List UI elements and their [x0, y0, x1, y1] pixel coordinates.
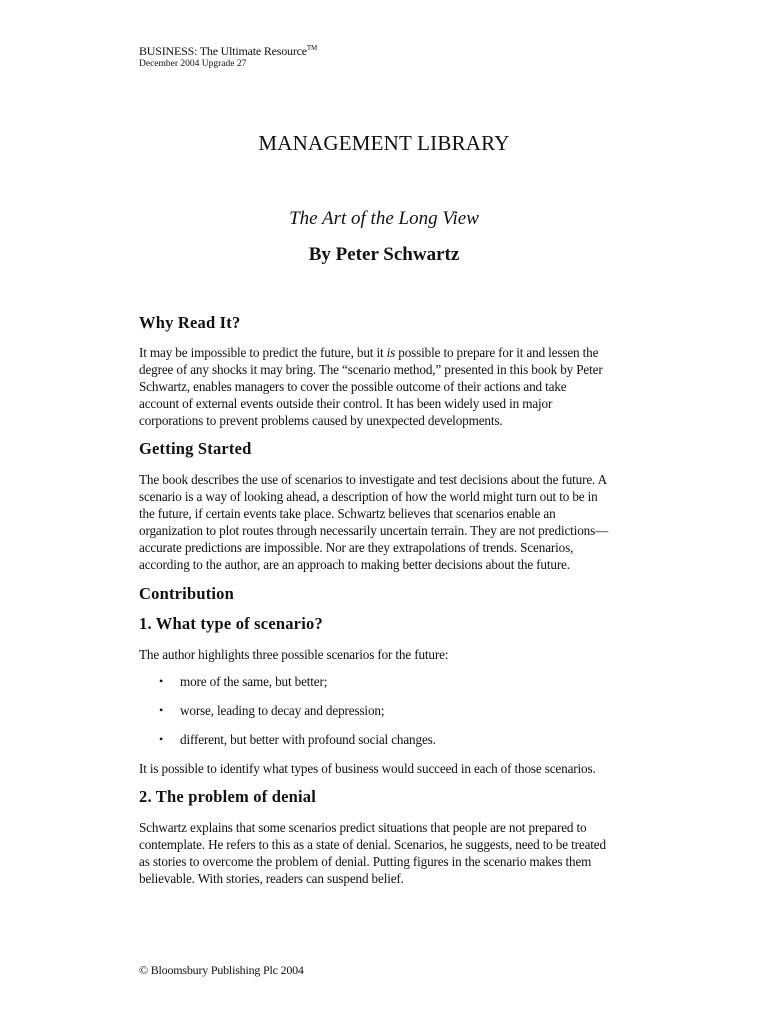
header-title-text: BUSINESS: The Ultimate Resource	[139, 44, 307, 58]
list-item	[139, 702, 609, 719]
scenario-type-heading: 1. What type of scenario?	[139, 614, 323, 633]
list-item	[139, 673, 609, 690]
getting-started-heading: Getting Started	[139, 439, 252, 458]
getting-started-paragraph: The book describes the use of scenarios to investigate and test decisions about the future. A scenario is a way of looking ahead, a description of how the world might turn out to be in the future, if certain events take place. Schwartz believes that scenarios enable an organization to plot routes through necessarily uncertain terrain. They are not predictions—accurate predictions are impossible. Nor are they extrapolations of trends. Scenarios, according to the author, are an approach to making better decisions about the future.	[139, 472, 609, 572]
contribution-heading: Contribution	[139, 584, 235, 603]
header-title	[139, 41, 317, 58]
why-read-text-a: It may be impossible to predict the future, but it	[139, 345, 387, 360]
list-item	[139, 731, 609, 748]
book-author: By Peter Schwartz	[308, 244, 460, 265]
why-read-text-b: possible to prepare for it and lessen the degree of any shocks it may bring. The “scenario method,” presented in this book by Peter Schwartz, enables managers to cover the possible outcome of their actions and take account of external events outside their control. It has been widely used in major corporations to prevent problems caused by unexpected developments.	[139, 345, 603, 428]
document-body	[139, 312, 609, 887]
header-subtitle: December 2004 Upgrade 27	[139, 59, 247, 69]
scenario-type-intro: The author highlights three possible scenarios for the future:	[139, 647, 449, 662]
library-title: MANAGEMENT LIBRARY	[258, 131, 510, 155]
copyright-footer: © Bloomsbury Publishing Plc 2004	[139, 963, 304, 977]
bullet-icon: •	[159, 703, 164, 717]
list-item-text: different, but better with profound social changes.	[180, 732, 436, 747]
why-read-paragraph	[139, 344, 609, 429]
list-item-text: more of the same, but better;	[180, 674, 328, 689]
running-header	[139, 41, 317, 70]
why-read-emphasis: is	[386, 345, 396, 360]
book-title: The Art of the Long View	[289, 208, 479, 229]
why-read-heading: Why Read It?	[139, 313, 241, 332]
scenario-type-outro: It is possible to identify what types of business would succeed in each of those scenarios.	[139, 761, 596, 776]
denial-paragraph: Schwartz explains that some scenarios predict situations that people are not prepared to contemplate. He refers to this as a state of denial. Scenarios, he suggests, need to be treated as stories to overcome the problem of denial. Putting figures in the scenario makes them believable. With stories, readers can suspend belief.	[139, 820, 606, 886]
trademark-mark: TM	[306, 44, 318, 52]
bullet-icon: •	[159, 732, 164, 746]
list-item-text: worse, leading to decay and depression;	[180, 703, 385, 718]
bullet-icon: •	[159, 674, 164, 688]
denial-heading: 2. The problem of denial	[139, 787, 317, 806]
scenario-list	[139, 673, 609, 748]
